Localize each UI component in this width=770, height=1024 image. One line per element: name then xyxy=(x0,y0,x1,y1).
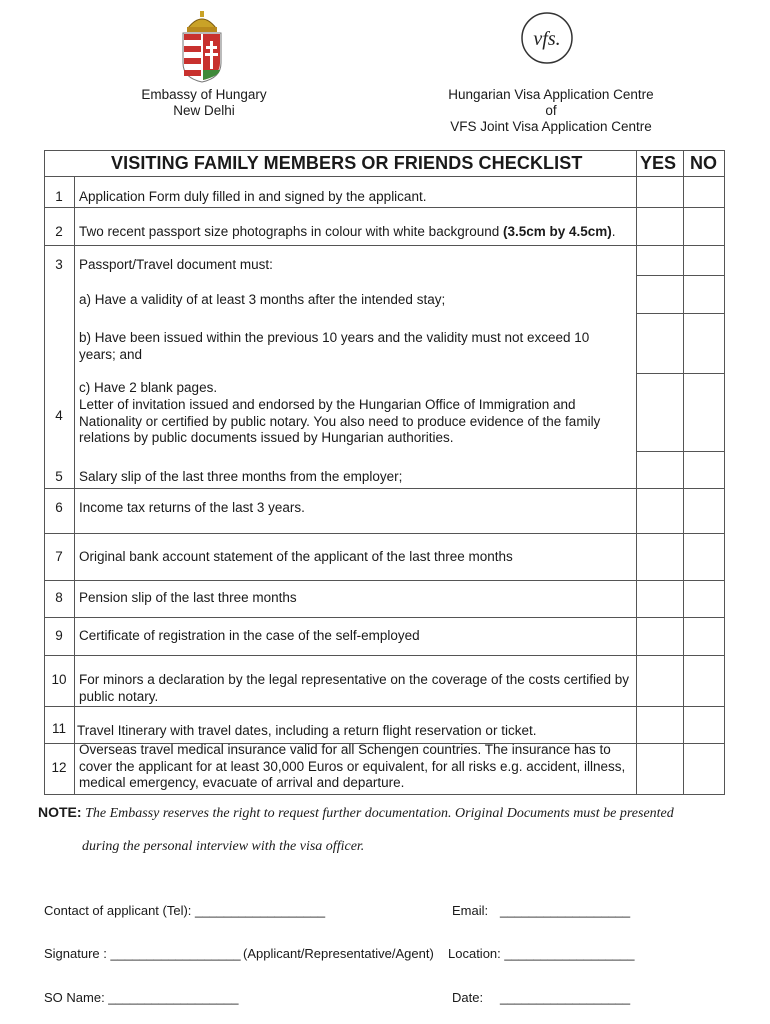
embassy-address xyxy=(104,87,304,119)
signature-role: (Applicant/Representative/Agent) xyxy=(243,946,434,961)
date-field[interactable]: __________________ xyxy=(500,990,631,1005)
table-divider xyxy=(74,176,75,795)
item-text xyxy=(79,224,639,241)
item-number: 7 xyxy=(55,549,63,564)
embassy-name: Embassy of Hungary xyxy=(141,87,267,102)
item-text: Passport/Travel document must: xyxy=(79,257,273,272)
item-text: Salary slip of the last three months from the employer; xyxy=(79,469,403,484)
photo-size: (3.5cm by 4.5cm) xyxy=(502,224,612,239)
table-divider xyxy=(44,207,725,208)
vfs-logo-text: vfs. xyxy=(533,28,561,50)
table-divider xyxy=(44,245,725,246)
item-number: 3 xyxy=(55,257,63,272)
table-divider xyxy=(683,150,684,795)
item-number: 5 xyxy=(55,469,63,484)
note-label: NOTE: xyxy=(38,804,82,820)
hungary-coat-of-arms-logo xyxy=(178,8,226,83)
email-field[interactable]: __________________ xyxy=(500,903,631,918)
contact-field[interactable]: Contact of applicant (Tel): __________________ xyxy=(44,903,326,918)
table-divider xyxy=(636,275,725,276)
item-text: c) Have 2 blank pages. xyxy=(79,380,218,395)
item-text: Certificate of registration in the case of the self-employed xyxy=(79,628,420,643)
item-number: 9 xyxy=(55,628,63,643)
vfs-centre-address xyxy=(420,87,682,135)
item-number: 4 xyxy=(55,408,63,423)
item-number: 8 xyxy=(55,590,63,605)
table-divider xyxy=(44,580,725,581)
location-field[interactable]: Location: __________________ xyxy=(448,946,635,961)
so-name-field[interactable]: SO Name: __________________ xyxy=(44,990,239,1005)
item-text: Travel Itinerary with travel dates, including a return flight reservation or ticket. xyxy=(77,723,537,738)
item-text: Application Form duly filled in and signed by the applicant. xyxy=(79,189,427,204)
embassy-city: New Delhi xyxy=(173,103,235,118)
no-column-header: NO xyxy=(690,153,717,173)
vfs-centre-line3: VFS Joint Visa Application Centre xyxy=(450,119,652,134)
item-text: Income tax returns of the last 3 years. xyxy=(79,500,305,515)
table-divider xyxy=(44,706,725,707)
note-line-2: during the personal interview with the visa officer. xyxy=(82,839,365,854)
date-label: Date: xyxy=(452,990,484,1005)
signature-field[interactable]: Signature : __________________ xyxy=(44,946,241,961)
table-divider xyxy=(44,488,725,489)
item-text: For minors a declaration by the legal representative on the coverage of the costs certified by public notary. xyxy=(79,672,630,704)
item-number: 6 xyxy=(55,500,63,515)
table-divider xyxy=(44,176,725,177)
item-number: 11 xyxy=(51,721,66,736)
vfs-centre-line1: Hungarian Visa Application Centre xyxy=(448,87,654,102)
item-text-main: Two recent passport size photographs in colour with white background xyxy=(79,224,503,239)
checklist-title: VISITING FAMILY MEMBERS OR FRIENDS CHECKLIST xyxy=(111,153,583,173)
item-text: Original bank account statement of the applicant of the last three months xyxy=(79,549,513,564)
table-divider xyxy=(636,313,725,314)
item-number: 12 xyxy=(51,760,67,775)
item-text: Overseas travel medical insurance valid for all Schengen countries. The insurance has to cover the applicant for at least 30,000 Euros or equivalent, for all risks e.g. accident, illness, medical emergency, evacuate of arrival and departure. xyxy=(79,742,626,790)
table-divider xyxy=(44,617,725,618)
item-text: Letter of invitation issued and endorsed by the Hungarian Office of Immigration and Nationality or certified by public notary. You also need to produce evidence of the family relations by public documents issued by Hungarian authorities. xyxy=(79,397,601,445)
table-divider xyxy=(636,451,725,452)
item-number: 2 xyxy=(55,224,63,239)
item-text: Pension slip of the last three months xyxy=(79,590,297,605)
note-line-1 xyxy=(38,804,738,822)
table-divider xyxy=(636,150,637,795)
table-divider xyxy=(636,373,725,374)
item-text: a) Have a validity of at least 3 months after the intended stay; xyxy=(79,292,446,307)
table-divider xyxy=(44,655,725,656)
note-text-1: The Embassy reserves the right to request further documentation. Original Documents must be presented xyxy=(81,806,674,821)
item-text: b) Have been issued within the previous 10 years and the validity must not exceed 10 years; and xyxy=(79,330,590,362)
yes-column-header: YES xyxy=(640,153,677,173)
vfs-centre-line2: of xyxy=(545,103,557,118)
vfs-logo xyxy=(520,11,574,65)
item-text-tail: . xyxy=(611,224,616,239)
email-label: Email: xyxy=(452,903,489,918)
item-number: 10 xyxy=(51,672,67,687)
item-number: 1 xyxy=(55,189,63,204)
table-divider xyxy=(44,533,725,534)
